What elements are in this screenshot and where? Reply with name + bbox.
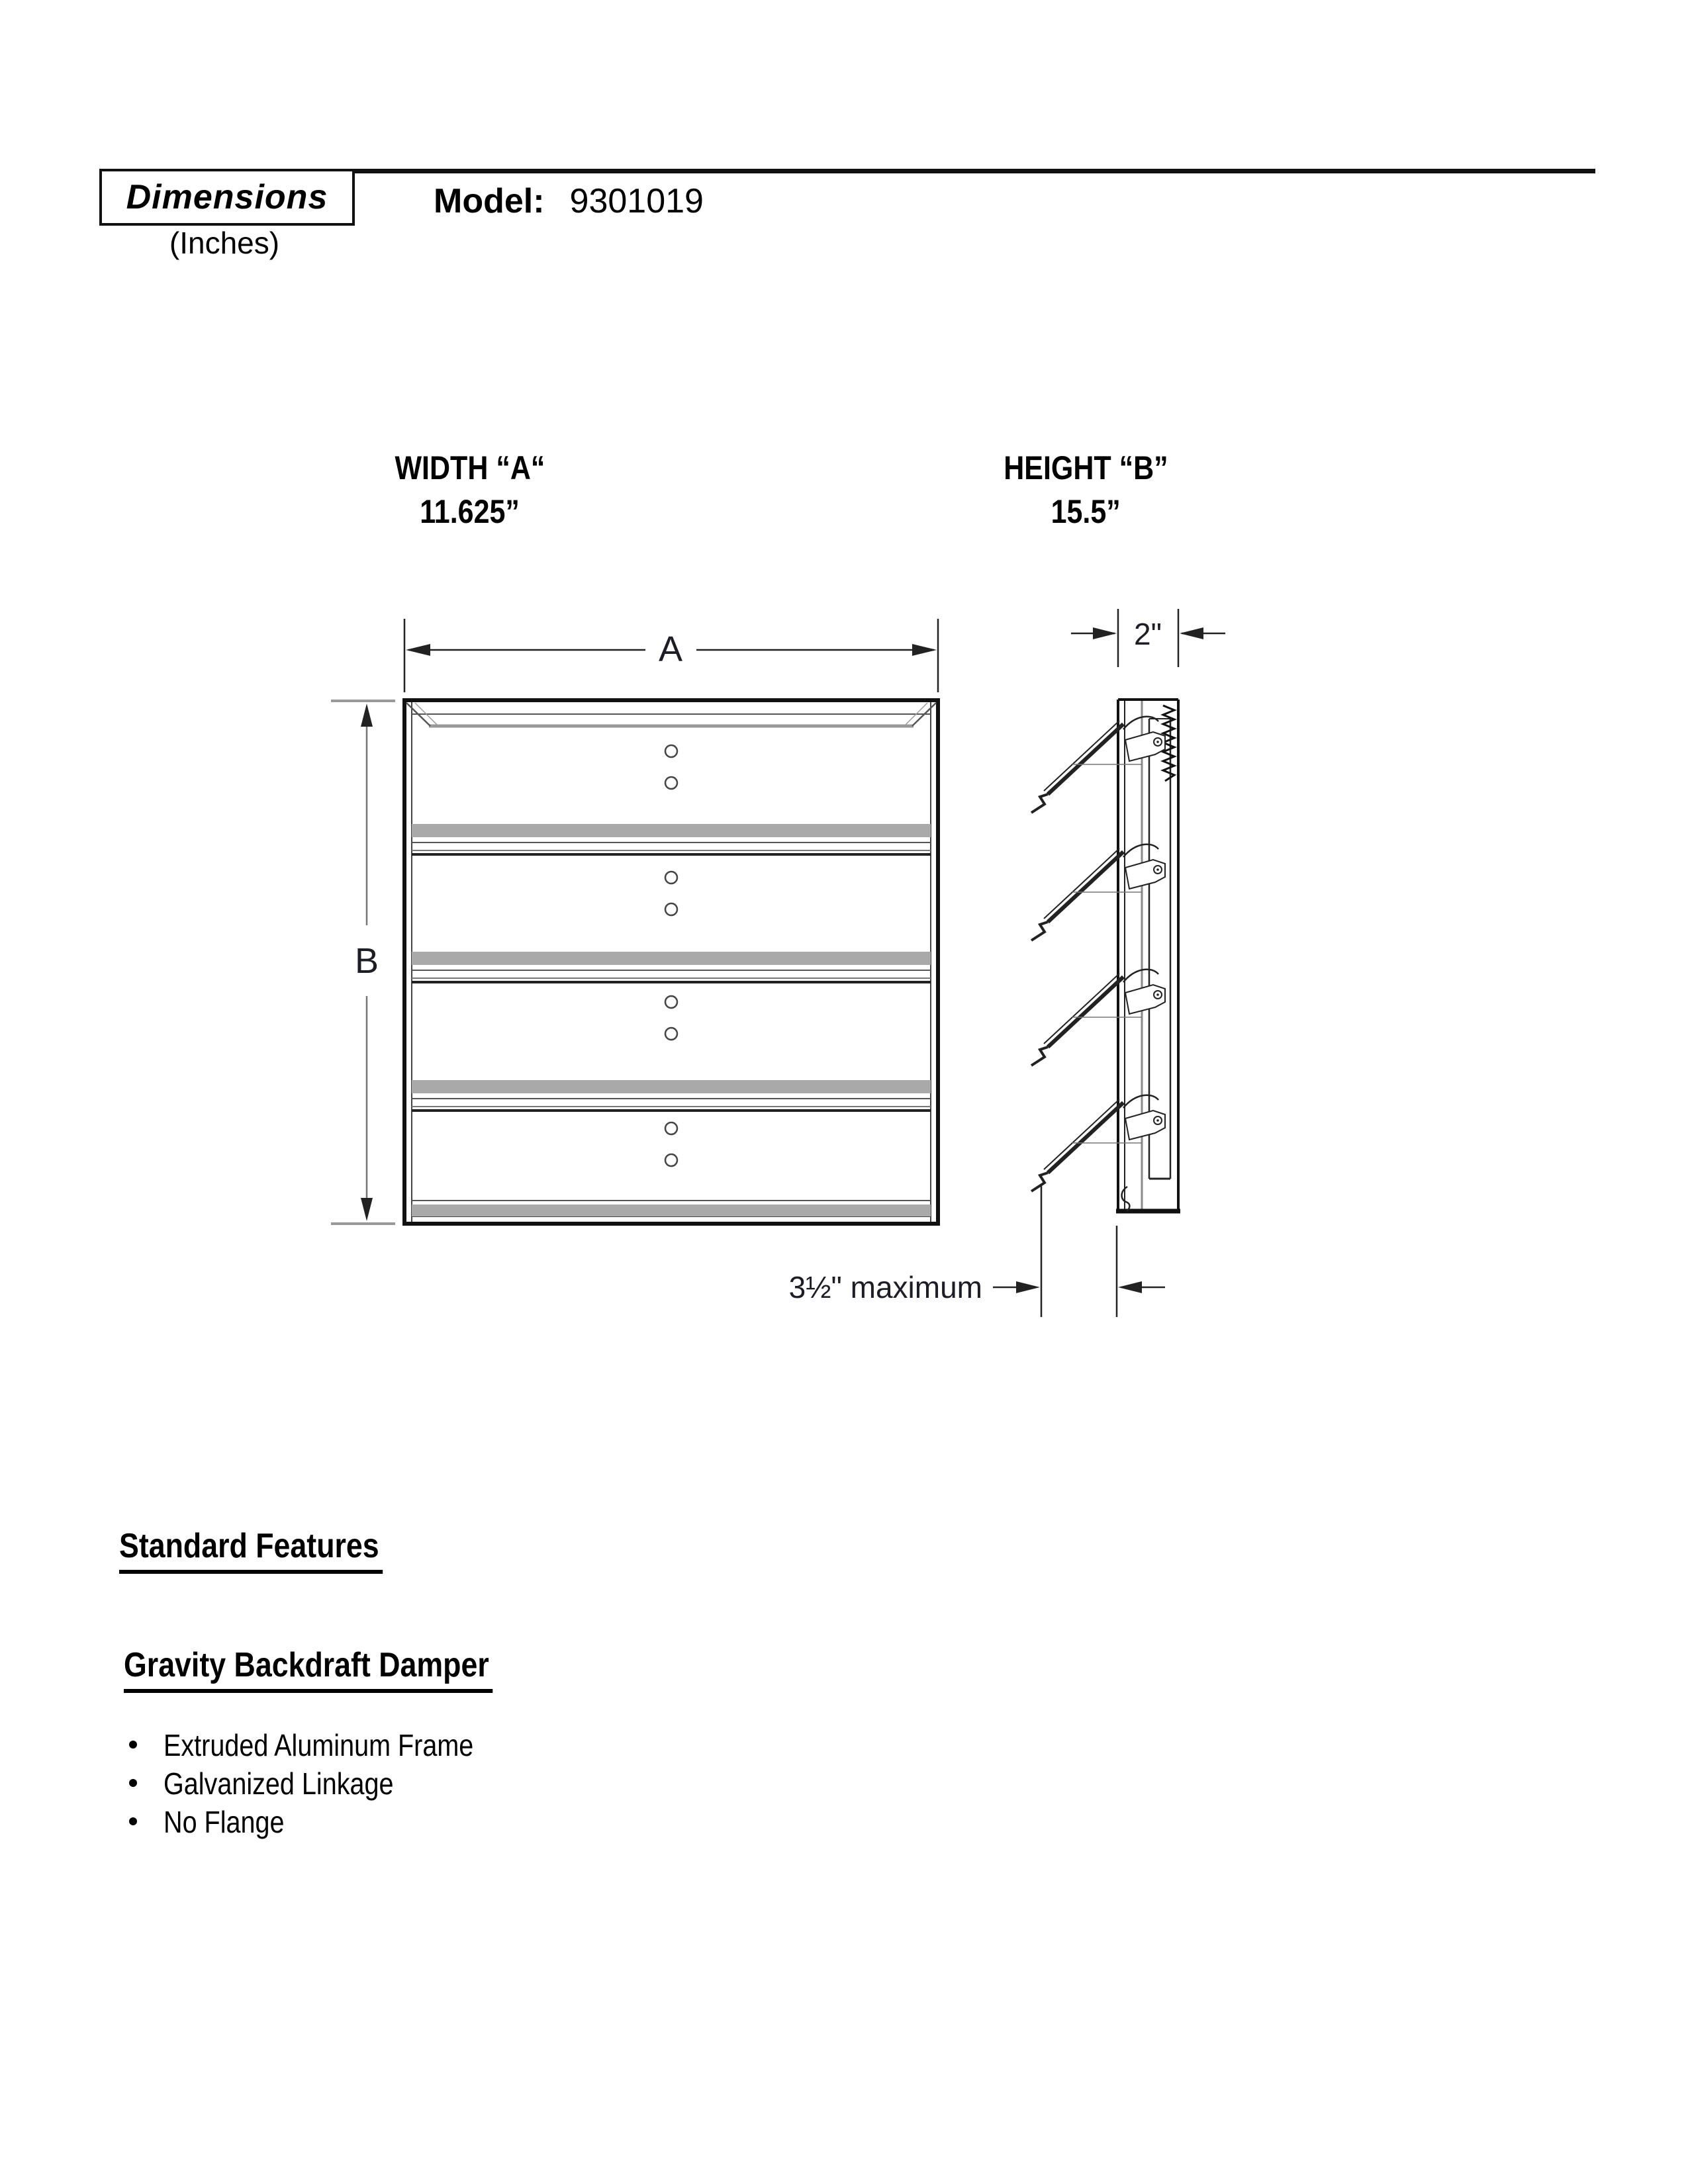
- bullet-icon: [129, 1817, 137, 1825]
- features-subheading: Gravity Backdraft Damper: [124, 1648, 553, 1693]
- depth-label: 2": [1134, 617, 1162, 651]
- model-label: Model:: [434, 182, 545, 220]
- height-label: HEIGHT “B”: [1003, 449, 1168, 486]
- side-view-drawing: [1031, 700, 1180, 1211]
- dim-b-label: B: [354, 941, 379, 981]
- feature-text: Extruded Aluminum Frame: [164, 1728, 474, 1762]
- max-depth-dimension: [993, 1185, 1165, 1317]
- damper-technical-drawing: [278, 596, 1311, 1337]
- section-title: Dimensions: [126, 178, 328, 216]
- open-blade-3: [1031, 970, 1165, 1066]
- feature-text: No Flange: [164, 1805, 285, 1839]
- units-label: (Inches): [169, 226, 280, 260]
- open-blade-4: [1031, 1095, 1165, 1191]
- features-heading: Standard Features: [119, 1529, 426, 1574]
- dim-a-label: A: [658, 629, 683, 669]
- bullet-icon: [129, 1779, 137, 1787]
- max-depth-label: 3½" maximum: [788, 1270, 982, 1304]
- bottom-hook: [1122, 1187, 1130, 1211]
- width-label: WIDTH “A“: [395, 449, 545, 486]
- open-blade-2: [1031, 844, 1165, 940]
- feature-item: [129, 1805, 304, 1839]
- height-value: 15.5”: [1051, 493, 1121, 530]
- feature-item: [129, 1729, 524, 1762]
- section-title-box: [99, 169, 355, 226]
- feature-item: [129, 1767, 431, 1801]
- open-blade-1: [1031, 717, 1165, 813]
- bullet-icon: [129, 1741, 137, 1749]
- bottom-band: [412, 1205, 931, 1216]
- feature-text: Galvanized Linkage: [164, 1766, 394, 1801]
- model-row: [434, 184, 704, 218]
- model-value: 9301019: [569, 182, 704, 220]
- front-view-drawing: [404, 700, 938, 1224]
- width-value: 11.625”: [420, 493, 520, 530]
